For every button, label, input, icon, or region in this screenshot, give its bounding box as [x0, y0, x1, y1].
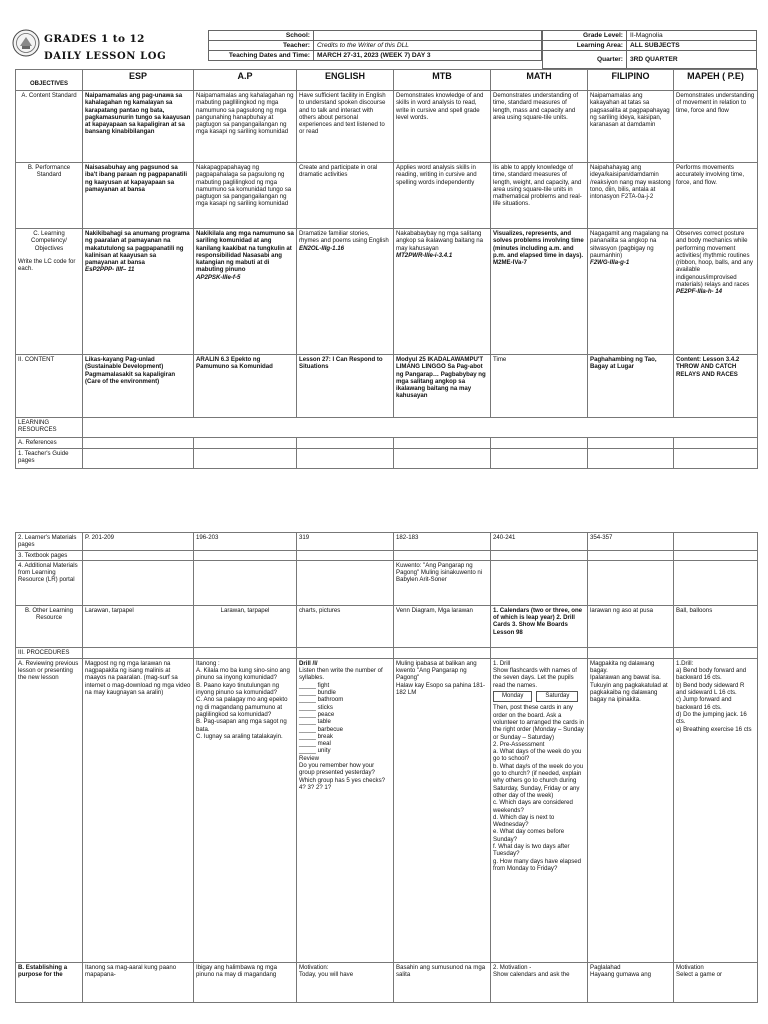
cell-empty — [297, 449, 394, 469]
cell-mtb: Demonstrates knowledge of and skills in word analysis to read, write in cursive and spell grade level words. — [394, 91, 491, 163]
competency-row — [16, 229, 758, 355]
lesson-table-page-2 — [15, 532, 758, 1003]
row-label: B. Other Learning Resource — [16, 605, 83, 647]
col-filipino: FILIPINO — [588, 70, 674, 91]
row-label: C. Learning Competency/ Objectives — [31, 230, 67, 252]
cell-math: 1. Calendars (two or three, one of which is leap year) 2. Drill Cards 3. Show Me Boards Lesson 98 — [491, 605, 588, 647]
grade-label: Grade Level: — [543, 31, 627, 41]
row-label: A. Reviewing previous lesson or presenting the new lesson — [16, 658, 83, 962]
cell-text: Nakababaybay ng mga salitang angkop sa ikalawang baitang na may kahusayan — [396, 230, 484, 252]
cell-esp: Magpost ng ng mga larawan na nagpapakita ng isang malinis at maayos na paaralan. (mag-surf sa internet o mag-download ng mga video na may kaugnayan sa aralin) — [83, 658, 194, 962]
cell-math — [491, 229, 588, 355]
cell-ap: ARALIN 6.3 Epekto ng Pamumuno sa Komunidad — [194, 355, 297, 418]
cell-math — [491, 658, 588, 962]
header-right-table — [542, 30, 757, 69]
cell-text: Nakikilala ang mga namumuno sa sariling komunidad at ang kanilang kaakibat na tungkulin at responsibilidad Nasasabi ang katangian ng mabuti at di mabuting pinuno — [196, 230, 294, 274]
cell-empty — [491, 647, 588, 658]
area-value: ALL SUBJECTS — [627, 41, 757, 51]
cell-ap: 196-203 — [194, 533, 297, 551]
col-math: MATH — [491, 70, 588, 91]
cell-empty — [194, 449, 297, 469]
content-standard-row — [16, 91, 758, 163]
cell-filipino: Naipamamalas ang kakayahan at tatas sa pagsasalita at pagpapahayag ng sariling ideya, kaisipan, karanasan at damdamin — [588, 91, 674, 163]
cell-mtb: Modyul 25 IKADALAWAMPU'T LIMANG LINGGO Sa Pag-abot ng Pangarap… Pagbabybay ng mga salitang angkop sa ikalawang baitang na may kahusayan — [394, 355, 491, 418]
cell-mapeh: Content: Lesson 3.4.2 THROW AND CATCH RELAYS AND RACES — [674, 355, 758, 418]
log-subtitle: DAILY LESSON LOG — [44, 51, 167, 62]
cell-empty — [674, 438, 758, 449]
cell-empty — [588, 647, 674, 658]
dll-page-2 — [0, 528, 768, 1024]
cell-empty — [297, 438, 394, 449]
cell-filipino — [588, 229, 674, 355]
cell-empty — [83, 449, 194, 469]
purpose-row — [16, 962, 758, 1002]
row-label: 4. Additional Materials from Learning Resource (LR) portal — [16, 560, 83, 605]
cell-esp: Naipamamalas ang pag-unawa sa kahalagahan ng kamalayan sa karapatang pantao ng bata, pagkamasunurin tungo sa kaayusan at kapayapaan sa kapaligiran at sa bansang kinabibilangan — [83, 91, 194, 163]
cell-filipino: Naipahahayag ang ideya/kaisipan/damdamin /reaksiyon nang may wastong tono, diin, bilis, antala at intonasyon F2TA-0a-j-2 — [588, 163, 674, 229]
cell-ap: Ibigay ang halimbawa ng mga pinuno na may di magandang — [194, 962, 297, 1002]
cell-ap: Nakapagpapahayag ng pagpapahalaga sa pagsulong ng mabuting paglilingkod ng mga namumuno sa komunidad tungo sa pagtugon sa pangangailangan ng mga kasapi ng sariling komunidad — [194, 163, 297, 229]
cell-mapeh — [674, 533, 758, 551]
cell-math: Demonstrates understanding of time, standard measures of length, mass and capacity and area using square-tile units. — [491, 91, 588, 163]
cell-empty — [83, 647, 194, 658]
row-label: A. References — [16, 438, 83, 449]
row-label: 3. Textbook pages — [16, 550, 83, 560]
page-gap — [0, 470, 768, 528]
cell-ap: Larawan, tarpapel — [194, 605, 297, 647]
row-label: B. Performance Standard — [16, 163, 83, 229]
cell-text: Then, post these cards in any order on the board. Ask a volunteer to arranged the cards in the right order (Monday – Sunday or Sunday – Saturday) 2. Pre-Assessment a. What days of the week do you go to school? b. What day/s of the week do you go to church? (if needed, explain why others go to church during Saturday, Sunday, Friday or any other day of the week) c. Which days are considered weekends? d. Which day is next to Wednesday? e. What day comes before Sunday? f. What day is two days after Tuesday? g. How many days have elapsed from Monday to Friday? — [493, 704, 585, 872]
log-title: GRADES 1 to 12 — [44, 33, 145, 45]
cell-esp: Larawan, tarpapel — [83, 605, 194, 647]
cell-filipino: larawan ng aso at pusa — [588, 605, 674, 647]
column-header-row — [16, 70, 758, 91]
row-label-cell — [16, 229, 83, 355]
row-label: II. CONTENT — [16, 355, 83, 418]
cell-mapeh — [674, 229, 758, 355]
cell-mtb — [394, 229, 491, 355]
lesson-table-page-1 — [15, 69, 758, 469]
cell-empty — [491, 449, 588, 469]
lc-code: EN2OL-IIIg-1.16 — [299, 244, 345, 252]
teachers-guide-row — [16, 449, 758, 469]
cell-empty — [394, 647, 491, 658]
cell-empty — [83, 560, 194, 605]
quarter-value: 3RD QUARTER — [627, 51, 757, 69]
col-ap: A.P — [194, 70, 297, 91]
cell-empty — [297, 550, 394, 560]
cell-mapeh: Performs movements accurately involving time, force, and flow. — [674, 163, 758, 229]
procedures-row — [16, 647, 758, 658]
grade-value: II-Magnolia — [627, 31, 757, 41]
content-row — [16, 355, 758, 418]
lc-code: MT2PWR-IIIe-i-3.4.1 — [396, 251, 453, 259]
teacher-label: Teacher: — [209, 41, 314, 51]
cell-mapeh: Motivation Select a game or — [674, 962, 758, 1002]
day-card-saturday: Saturday — [536, 691, 578, 702]
cell-empty — [83, 438, 194, 449]
cell-text: Nakikibahagi sa anumang programa ng paaralan at pamayanan na makatutulong sa pagpapanatili ng kalinisan at kaayusan sa pamayanan at bansa — [85, 230, 190, 267]
col-mtb: MTB — [394, 70, 491, 91]
lc-code: EsP2PPP- IIIf– 11 — [85, 266, 135, 274]
cell-empty — [194, 438, 297, 449]
cell-english — [297, 658, 394, 962]
col-objectives: OBJECTIVES — [16, 70, 83, 91]
cell-english: Create and participate in oral dramatic activities — [297, 163, 394, 229]
area-label: Learning Area: — [543, 41, 627, 51]
cell-english: Lesson 27: I Can Respond to Situations — [297, 355, 394, 418]
cell-mtb: Venn Diagram, Mga larawan — [394, 605, 491, 647]
cell-ap: Itanong : A. Kilala mo ba kung sino-sino ang pinuno sa inyong komunidad? B. Paano kayo tinutulungan ng inyong pinuno sa komunidad? C. Ano sa palagay mo ang epekto ng di magandang pamumuno at paglilingkod sa komunidad? B. Pag-usapan ang mga sagot ng bata. C. Iugnay sa araling tatalakayin. — [194, 658, 297, 962]
teacher-value: Credits to the Writer of this DLL — [314, 41, 542, 51]
cell-empty — [394, 438, 491, 449]
row-label: 2. Learner's Materials pages — [16, 533, 83, 551]
cell-empty — [588, 449, 674, 469]
dll-page-1 — [0, 0, 768, 470]
cell-filipino: Paglalahad Hayaang gumawa ang — [588, 962, 674, 1002]
cell-math: Iis able to apply knowledge of time, standard measures of length, weight, and capacity, and area using square-tile units in mathematical problems and real-life situations. — [491, 163, 588, 229]
cell-empty — [194, 560, 297, 605]
cell-empty — [674, 449, 758, 469]
cell-text: Dramatize familiar stories, rhymes and poems using English — [299, 230, 389, 245]
cell-empty — [491, 550, 588, 560]
additional-materials-row — [16, 560, 758, 605]
row-label: B. Establishing a purpose for the — [16, 962, 83, 1002]
lc-code: M2ME-IVa-7 — [493, 259, 527, 267]
day-cards — [493, 689, 585, 704]
cell-mapeh: Demonstrates understanding of movement in relation to time, force and flow — [674, 91, 758, 163]
cell-empty — [83, 550, 194, 560]
school-value — [314, 31, 542, 41]
cell-text: Visualizes, represents, and solves problems involving time (minutes including a.m. and p.m. and elapsed time in days). — [493, 230, 584, 259]
cell-filipino: 354-357 — [588, 533, 674, 551]
cell-english — [297, 229, 394, 355]
textbook-row — [16, 550, 758, 560]
cell-text: Observes correct posture and body mechanics while performing movement activities( rhythmic routines (ribbon, hoop, balls, and any available indigenous/improvised materials) relays and races — [676, 230, 753, 289]
cell-esp: Naisasabuhay ang pagsunod sa iba't ibang paraan ng pagpapanatili ng kaayusan at kapayapaan sa pamayanan at bansa — [83, 163, 194, 229]
cell-empty — [394, 550, 491, 560]
cell-mapeh: 1.Drill: a) Bend body forward and backward 16 cts. b) Bend body sideward R and sideward L 16 cts. c) Jump forward and backward 16 cts. d) Do the jumping jack. 16 cts. e) Breathing exercise 16 cts — [674, 658, 758, 962]
row-label: LEARNING RESOURCES — [16, 418, 83, 438]
dates-label: Teaching Dates and Time: — [209, 51, 314, 61]
cell-english: Have sufficient facility in English to understand spoken discourse and to talk and interact with others about personal experiences and text listened to or read — [297, 91, 394, 163]
cell-mtb: Muling ipabasa at balikan ang kwento "Ang Pangarap ng Pagong" Halaw kay Esopo sa pahina 181-182 LM — [394, 658, 491, 962]
cell-mtb: Basahin ang sumusunod na mga salita — [394, 962, 491, 1002]
cell-math: 2. Motivation - Show calendars and ask the — [491, 962, 588, 1002]
cell-filipino: Paghahambing ng Tao, Bagay at Lugar — [588, 355, 674, 418]
cell-esp: Likas-kayang Pag-unlad (Sustainable Development) Pagmamalasakit sa kapaligiran (Care of the environment) — [83, 355, 194, 418]
cell-filipino: Magpakita ng dalawang bagay. Ipalarawan ang bawat isa. Tukuyin ang pagkakatulad at pagkakaiba ng dalawang bagay na ipinakita. — [588, 658, 674, 962]
drill-title: Drill /I/ — [299, 659, 318, 667]
quarter-label: Quarter: — [543, 51, 627, 69]
references-row — [16, 438, 758, 449]
cell-english: charts, pictures — [297, 605, 394, 647]
cell-empty — [297, 647, 394, 658]
col-english: ENGLISH — [297, 70, 394, 91]
dates-value: MARCH 27-31, 2023 (WEEK 7) DAY 3 — [314, 51, 542, 61]
cell-empty — [674, 560, 758, 605]
review-row — [16, 658, 758, 962]
deped-seal-icon — [12, 29, 40, 57]
cell-empty — [674, 550, 758, 560]
cell-ap — [194, 229, 297, 355]
cell-mtb: Kuwento: "Ang Pangarap ng Pagong" Muling isinakuwento ni Babylen Arit-Soner — [394, 560, 491, 605]
row-label: A. Content Standard — [16, 91, 83, 163]
cell-empty — [674, 647, 758, 658]
col-esp: ESP — [83, 70, 194, 91]
lc-code: F2WG-IIIa-g-1 — [590, 259, 630, 267]
cell-ap: Naipamamalas ang kahalagahan ng mabuting pagllilingkod ng mga namumuno sa pagsulong ng mga pangunahing hanapbuhay at pagtugon sa pangangailangan ng mga kasapi ng sariling komunidad — [194, 91, 297, 163]
cell-empty — [588, 550, 674, 560]
cell-math: 240-241 — [491, 533, 588, 551]
cell-esp: Itanong sa mag-aaral kung paano mapapana- — [83, 962, 194, 1002]
cell-text: Listen then write the number of syllables. _____ fight _____ bundle _____ bathroom _____ sticks _____ peace _____ table _____ barbecue _____ break _____ meal _____ unity Review Do you remember how your group presented yesterday? Which group has 5 yes checks? 4? 3? 2? 1? — [299, 667, 386, 791]
learning-resources-row — [16, 418, 758, 438]
performance-standard-row — [16, 163, 758, 229]
school-label: School: — [209, 31, 314, 41]
cell-mtb: Applies word analysis skills in reading, writing in cursive and spelling words independently — [394, 163, 491, 229]
cell-empty — [588, 438, 674, 449]
row-label: III. PROCEDURES — [16, 647, 83, 658]
cell-mtb: 182-183 — [394, 533, 491, 551]
col-mapeh: MAPEH ( P.E) — [674, 70, 758, 91]
cell-esp — [83, 229, 194, 355]
row-label: 1. Teacher's Guide pages — [16, 449, 83, 469]
cell-english: 319 — [297, 533, 394, 551]
learners-materials-row — [16, 533, 758, 551]
cell-empty — [491, 438, 588, 449]
lc-code: PE2PF-IIIa-h- 14 — [676, 288, 723, 296]
lc-code: AP2PSK-IIIe-f-5 — [196, 273, 241, 281]
cell-math: Time — [491, 355, 588, 418]
row-label-note: Write the LC code for each. — [18, 257, 76, 273]
day-card-monday: Monday — [493, 691, 532, 702]
cell-empty — [194, 550, 297, 560]
cell-mapeh: Ball, balloons — [674, 605, 758, 647]
cell-empty — [297, 560, 394, 605]
header-left-table — [208, 30, 542, 61]
cell-empty — [194, 647, 297, 658]
cell-empty — [394, 449, 491, 469]
cell-esp: P. 201-209 — [83, 533, 194, 551]
cell-text: Nagagamit ang magalang na pananalita sa angkop na sitwasyon (pagbigay ng paumanhin) — [590, 230, 669, 259]
cell-empty — [491, 560, 588, 605]
cell-empty — [83, 418, 758, 438]
cell-english: Motivation: Today, you will have — [297, 962, 394, 1002]
cell-text: 1. Drill Show flashcards with names of the seven days. Let the pupils read the names. — [493, 659, 577, 689]
other-resource-row — [16, 605, 758, 647]
cell-empty — [588, 560, 674, 605]
